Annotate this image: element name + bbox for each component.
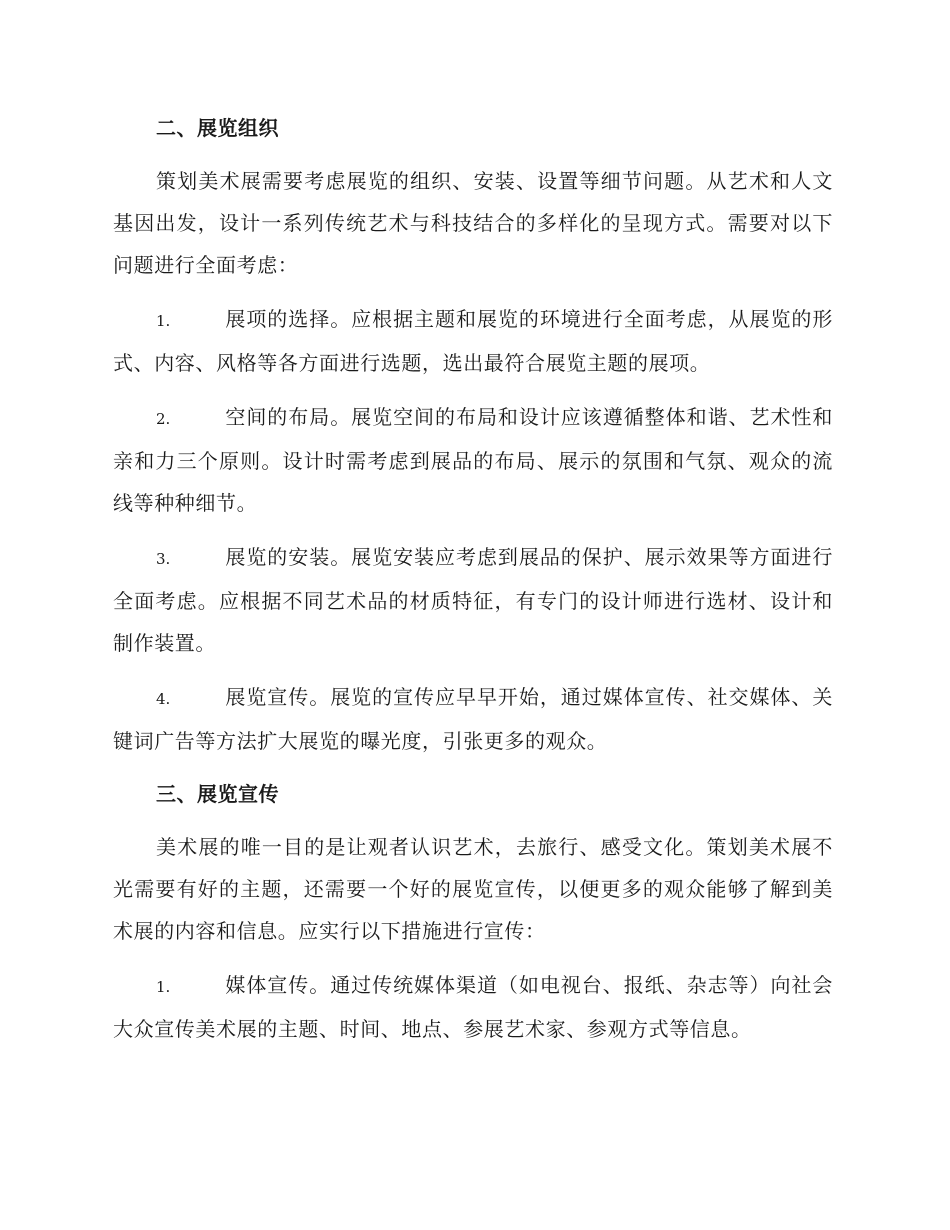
list-item-text: 展项的选择。应根据主题和展览的环境进行全面考虑，从展览的形式、内容、风格等各方面进行选题，选出最符合展览主题的展项。: [113, 307, 833, 375]
document-body: [113, 108, 833, 1062]
list-item-number: 1.: [156, 312, 171, 330]
list-item-number: 3.: [156, 550, 171, 568]
section-heading-promotion: 三、展览宣传: [156, 782, 279, 806]
list-item-text: 空间的布局。展览空间的布局和设计应该遵循整体和谐、艺术性和亲和力三个原则。设计时需考虑到展品的布局、展示的氛围和气氛、观众的流线等种种细节。: [113, 405, 833, 515]
list-item: [113, 298, 833, 384]
list-item-number: 1.: [156, 978, 171, 996]
list-item-number: 4.: [156, 690, 171, 708]
list-item: [113, 396, 833, 524]
section-intro-paragraph: 策划美术展需要考虑展览的组织、安装、设置等细节问题。从艺术和人文基因出发，设计一系列传统艺术与科技结合的多样化的呈现方式。需要对以下问题进行全面考虑：: [113, 169, 833, 277]
list-item-text: 展览宣传。展览的宣传应早早开始，通过媒体宣传、社交媒体、关键词广告等方法扩大展览的曝光度，引张更多的观众。: [113, 685, 833, 753]
list-item-text: 展览的安装。展览安装应考虑到展品的保护、展示效果等方面进行全面考虑。应根据不同艺术品的材质特征，有专门的设计师进行选材、设计和制作装置。: [113, 545, 833, 655]
list-item: [113, 676, 833, 762]
list-item-number: 2.: [156, 410, 171, 428]
section-heading-organization: 二、展览组织: [156, 116, 279, 140]
list-item: [113, 964, 833, 1050]
list-item-text: 媒体宣传。通过传统媒体渠道（如电视台、报纸、杂志等）向社会大众宣传美术展的主题、时间、地点、参展艺术家、参观方式等信息。: [113, 973, 833, 1041]
section-intro-paragraph: 美术展的唯一目的是让观者认识艺术，去旅行、感受文化。策划美术展不光需要有好的主题，还需要一个好的展览宣传，以便更多的观众能够了解到美术展的内容和信息。应实行以下措施进行宣传：: [113, 835, 833, 943]
list-item: [113, 536, 833, 664]
